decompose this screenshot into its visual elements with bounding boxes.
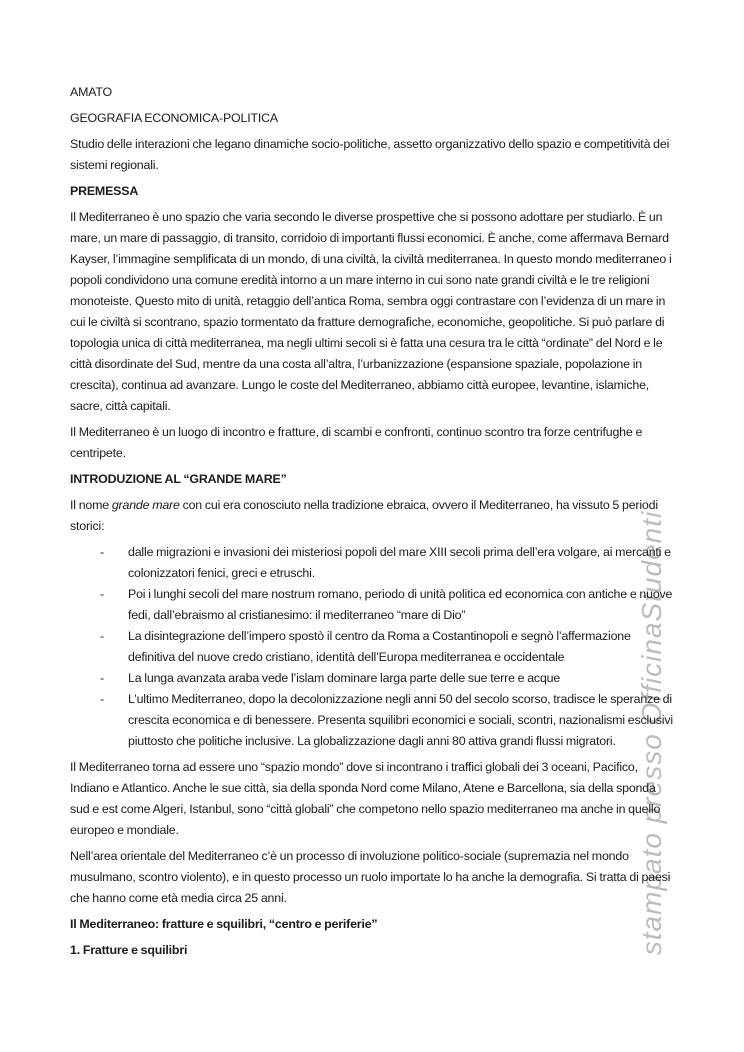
list-item-text: L’ultimo Mediterraneo, dopo la decolonizzazione negli anni 50 del secolo scorso, tradisce le speranze di crescita economica e di benessere. Presenta squilibri economici e sociali, scontri, nazionalismi esclusivi piuttosto che politiche inclusive. La globalizzazione dagli anni 80 attiva grandi flussi migratori. [128, 692, 673, 748]
list-dash-marker: - [100, 671, 104, 685]
area-orientale-paragraph: Nell’area orientale del Mediterraneo c’è un processo di involuzione politico-sociale (supremazia nel mondo musulmano, scontro violento), e in questo processo un ruolo importate lo ha anche la demografia. Si tratta di paesi che hanno come età media circa 25 anni. [70, 849, 671, 905]
course-description: Studio delle interazioni che legano dinamiche socio-politiche, assetto organizzativo dello spazio e competitività dei sistemi regionali. [70, 137, 670, 172]
course-title: GEOGRAFIA ECONOMICA-POLITICA [70, 111, 278, 125]
list-item [100, 626, 676, 668]
watermark-text: stampato presso OfficinaStudenti [636, 510, 667, 956]
list-dash-marker: - [100, 629, 104, 643]
list-item [100, 668, 676, 689]
introduzione-lead-paragraph [70, 495, 676, 537]
premessa-paragraph-1: Il Mediterraneo è uno spazio che varia secondo le diverse prospettive che si possono adottare per studiarlo. È un mare, un mare di passaggio, di transito, corridoio di importanti flussi economici. È anche, come affermava Bernard Kayser, l’immagine semplificata di un mondo, di una civiltà, la civiltà mediterranea. In questo mondo mediterraneo i popoli condividono una comune eredità intorno a un mare interno in cui sono nate grandi civiltà e le tre religioni monoteiste. Questo mito di unità, retaggio dell’antica Roma, sembra oggi contrastare con l’evidenza di un mare in cui le civiltà si scontrano, spazio tormentato da fratture demografiche, economiche, geopolitiche. Si può parlare di topologia unica di città mediterranea, ma negli ultimi secoli si è fatta una cesura tra le città “ordinate” del Nord e le città disordinate del Sud, mentre da una costa all’altra, l’urbanizzazione (espansione spaziale, popolazione in crescita), continua ad avanzare. Lungo le coste del Mediterraneo, abbiamo città europee, levantine, islamiche, sacre, città capitali. [70, 210, 672, 413]
list-item [100, 584, 676, 626]
premessa-paragraph-2: Il Mediterraneo è un luogo di incontro e fratture, di scambi e confronti, continuo scontro tra forze centrifughe e centripete. [70, 425, 643, 460]
lead-suffix: con cui era conosciuto nella tradizione ebraica, ovvero il Mediterraneo, ha vissuto 5 periodi storici: [70, 498, 658, 533]
list-item [100, 689, 676, 752]
lead-prefix: Il nome [70, 498, 112, 512]
list-dash-marker: - [100, 587, 104, 601]
heading-introduzione-grande-mare: INTRODUZIONE AL “GRANDE MARE” [70, 472, 287, 486]
author-line: AMATO [70, 85, 113, 99]
list-item-text: Poi i lunghi secoli del mare nostrum romano, periodo di unità politica ed economica con antiche e nuove fedi, dall’ebraismo al cristianesimo: il mediterraneo “mare di Dio” [128, 587, 673, 622]
subheading-1-fratture-squilibri: 1. Fratture e squilibri [70, 943, 188, 957]
list-item-text: La disintegrazione dell’impero spostò il centro da Roma a Costantinopoli e segnò l’affermazione definitiva del nuove credo cristiano, identità dell’Europa mediterranea e occidentale [128, 629, 631, 664]
list-item [100, 542, 676, 584]
list-item-text: dalle migrazioni e invasioni dei misteriosi popoli del mare XIII secoli prima dell’era volgare, ai mercanti e colonizzatori fenici, greci e etruschi. [128, 545, 671, 580]
lead-term-grande-mare: grande mare [111, 498, 180, 512]
spazio-mondo-paragraph: Il Mediterraneo torna ad essere uno “spazio mondo” dove si incontrano i traffici globali dei 3 oceani, Pacifico, Indiano e Atlantico. Anche le sue città, sia della sponda Nord come Milano, Atene e Barcellona, sia della sponda sud e est come Algeri, Istanbul, sono “città globali” che competono nello spazio mediterraneo ma anche in quello europeo e mondiale. [70, 760, 661, 837]
list-item-text: La lunga avanzata araba vede l’islam dominare larga parte delle sue terre e acque [128, 671, 561, 685]
list-dash-marker: - [100, 692, 104, 706]
heading-premessa: PREMESSA [70, 184, 139, 198]
list-dash-marker: - [100, 545, 104, 559]
historical-periods-list [100, 542, 676, 752]
heading-fratture-squilibri: Il Mediterraneo: fratture e squilibri, “centro e periferie” [70, 917, 378, 931]
